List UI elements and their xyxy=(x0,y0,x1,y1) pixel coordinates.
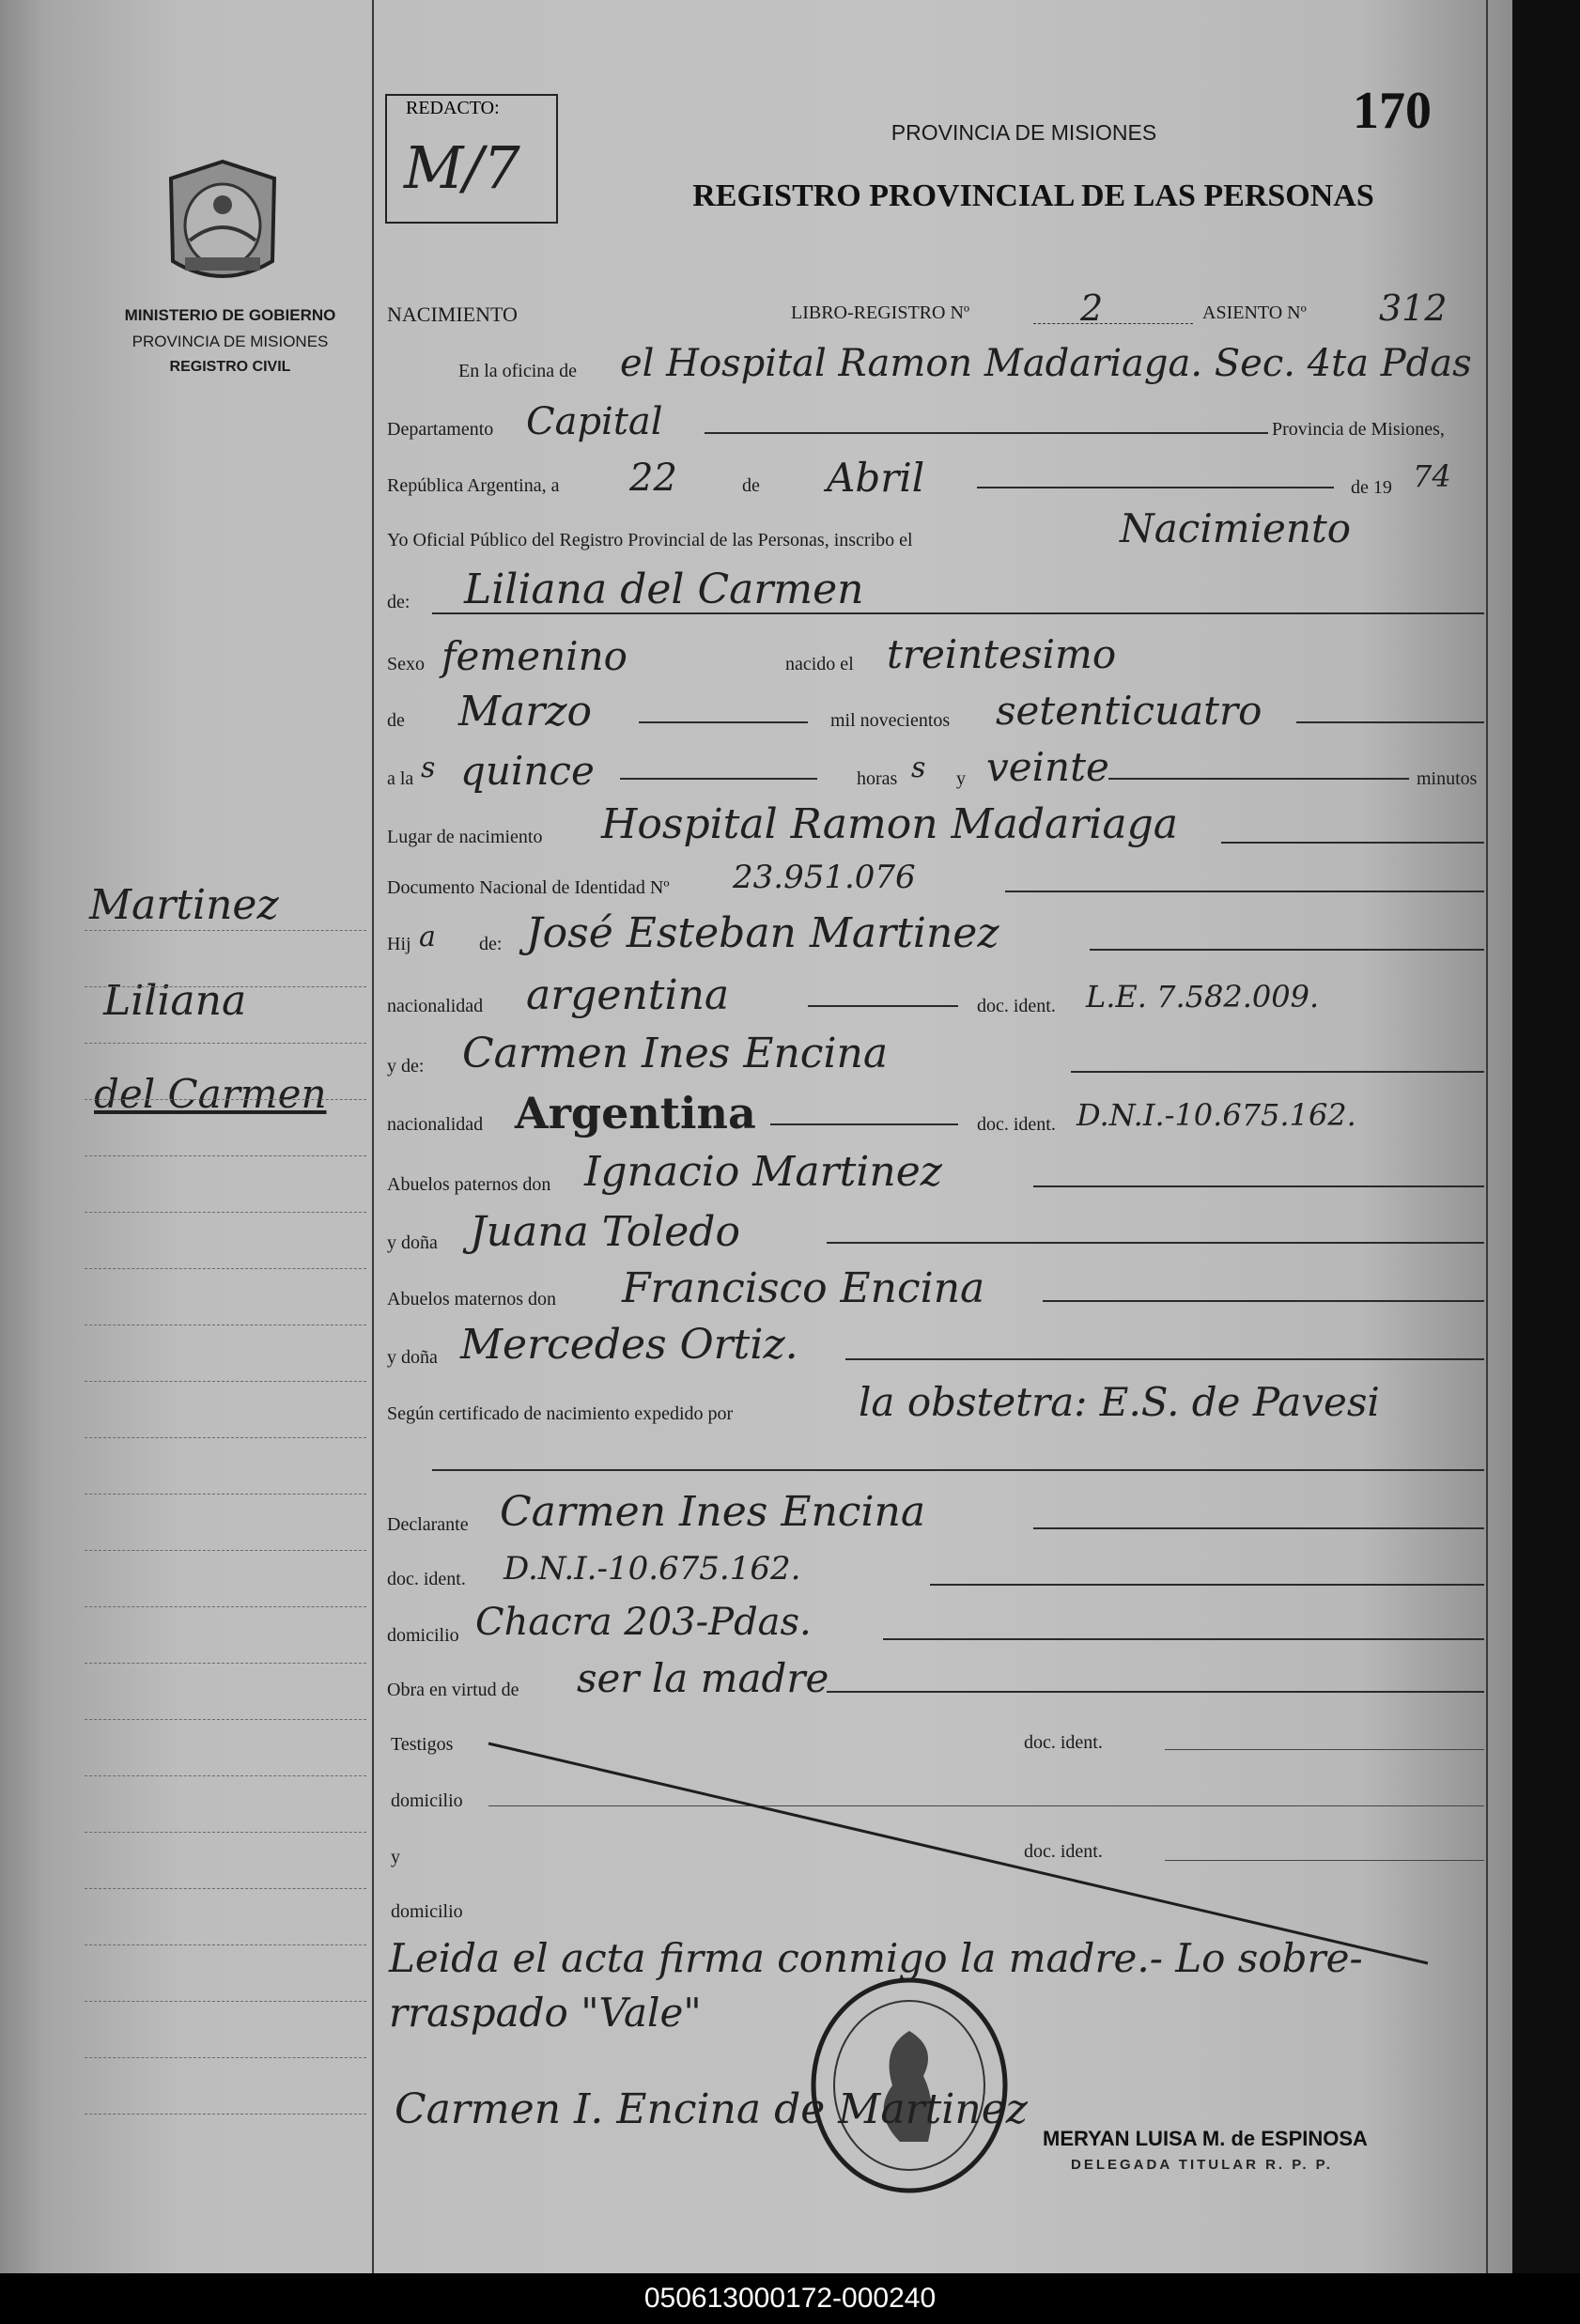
page-number: 170 xyxy=(1353,82,1432,140)
oficina-value: el Hospital Ramon Madariaga. Sec. 4ta Pdas xyxy=(620,342,1472,385)
madre-nac-value: Argentina xyxy=(515,1088,756,1139)
redacto-value: M/7 xyxy=(404,133,520,202)
nacido-label: nacido el xyxy=(785,654,854,674)
madre-doc-value: D.N.I.-10.675.162. xyxy=(1077,1097,1356,1133)
hijo-label: Hij xyxy=(387,934,411,954)
declarante-doc-value: D.N.I.-10.675.162. xyxy=(503,1550,801,1588)
libro-value: 2 xyxy=(1080,287,1104,329)
abuela-materna-value: Mercedes Ortiz. xyxy=(460,1321,798,1369)
nombre-value: Liliana del Carmen xyxy=(464,566,864,613)
horas-label: horas xyxy=(857,768,898,789)
nacimiento-label: NACIMIENTO xyxy=(387,302,518,326)
documento-label: Documento Nacional de Identidad Nº xyxy=(387,877,670,898)
nota-line2: rraspado "Vale" xyxy=(389,1990,702,2036)
padre-doc-value: L.E. 7.582.009. xyxy=(1086,979,1320,1015)
abuelos-maternos-label: Abuelos maternos don xyxy=(387,1289,556,1309)
fecha-de-label: de xyxy=(742,475,760,496)
minutos-label: minutos xyxy=(1417,768,1478,789)
nacido-anio: setenticuatro xyxy=(996,688,1262,734)
testigos-label: Testigos xyxy=(391,1734,454,1755)
abuela-paterna-label: y doña xyxy=(387,1232,438,1253)
fecha-anio: 74 xyxy=(1413,458,1451,494)
signature: Carmen I. Encina de Martinez xyxy=(395,2085,1028,2133)
serial-number: 050613000172-000240 xyxy=(0,2273,1580,2324)
padre-nac-label: nacionalidad xyxy=(387,996,484,1016)
margin-surname: Martinez xyxy=(89,881,279,929)
testigo2-domicilio-label: domicilio xyxy=(391,1901,463,1922)
certificado-value: la obstetra: E.S. de Pavesi xyxy=(859,1379,1380,1425)
lugar-value: Hospital Ramon Madariaga xyxy=(601,800,1178,848)
fecha-dia: 22 xyxy=(629,457,677,500)
abuelos-paternos-label: Abuelos paternos don xyxy=(387,1174,551,1195)
margin-first-name: Liliana xyxy=(103,977,247,1025)
sexo-label: Sexo xyxy=(387,654,425,674)
dni-value: 23.951.076 xyxy=(733,859,916,896)
hijo-de-label: de: xyxy=(479,934,503,954)
ministry-line2: PROVINCIA DE MISIONES xyxy=(132,333,329,350)
ministry-line3: REGISTRO CIVIL xyxy=(169,359,291,375)
obra-label: Obra en virtud de xyxy=(387,1680,519,1700)
madre-nac-label: nacionalidad xyxy=(387,1114,484,1135)
abuelo-materno-value: Francisco Encina xyxy=(622,1264,985,1312)
minutos-valor: veinte xyxy=(986,744,1109,790)
padre-nac-value: argentina xyxy=(526,971,730,1019)
padre-doc-label: doc. ident. xyxy=(977,996,1056,1016)
lugar-label: Lugar de nacimiento xyxy=(387,827,543,847)
abuela-paterna-value: Juana Toledo xyxy=(470,1208,740,1256)
asiento-value: 312 xyxy=(1379,287,1448,329)
domicilio-label: domicilio xyxy=(387,1625,459,1646)
republica-label: República Argentina, a xyxy=(387,475,560,496)
horas-s: s xyxy=(911,751,926,784)
departamento-value: Capital xyxy=(526,400,663,443)
de19-label: de 19 xyxy=(1351,477,1392,498)
margin-middle-name: del Carmen xyxy=(94,1071,327,1117)
official-name: MERYAN LUISA M. de ESPINOSA xyxy=(1043,2127,1368,2150)
padre-value: José Esteban Martinez xyxy=(526,909,999,957)
hijo-letra: a xyxy=(419,921,436,953)
fecha-mes: Abril xyxy=(827,455,925,501)
declarante-doc-label: doc. ident. xyxy=(387,1569,466,1589)
nacido-mes: Marzo xyxy=(458,688,592,736)
domicilio-value: Chacra 203-Pdas. xyxy=(475,1601,812,1644)
nota-line1: Leida el acta firma conmigo la madre.- Lo sobre- xyxy=(389,1935,1363,1981)
provincia-label: Provincia de Misiones, xyxy=(1272,419,1445,440)
abuela-materna-label: y doña xyxy=(387,1347,438,1368)
declarante-value: Carmen Ines Encina xyxy=(500,1488,926,1536)
ministry-line1: MINISTERIO DE GOBIERNO xyxy=(124,306,336,324)
testigo1-domicilio-label: domicilio xyxy=(391,1790,463,1811)
madre-doc-label: doc. ident. xyxy=(977,1114,1056,1135)
sexo-value: femenino xyxy=(441,633,627,679)
oficina-label: En la oficina de xyxy=(458,361,578,381)
registry-title: REGISTRO PROVINCIAL DE LAS PERSONAS xyxy=(692,178,1374,213)
testigo2-label: y xyxy=(391,1847,400,1867)
testigo2-doc-label: doc. ident. xyxy=(1024,1841,1103,1862)
nombre-de-label: de: xyxy=(387,592,410,612)
abuelo-paterno-value: Ignacio Martinez xyxy=(584,1148,942,1196)
y-label: y xyxy=(956,768,966,789)
inscripcion-value: Nacimiento xyxy=(1120,505,1352,551)
departamento-label: Departamento xyxy=(387,419,494,440)
obra-value: ser la madre xyxy=(577,1655,829,1701)
hora-suffix: s xyxy=(421,751,436,784)
oficial-label: Yo Oficial Público del Registro Provincial de las Personas, inscribo el xyxy=(387,530,913,550)
madre-de-label: y de: xyxy=(387,1056,425,1077)
province-heading: PROVINCIA DE MISIONES xyxy=(891,120,1157,145)
horas-valor: quince xyxy=(460,748,595,794)
testigo1-doc-label: doc. ident. xyxy=(1024,1732,1103,1753)
mes-de-label: de xyxy=(387,710,405,731)
libro-label: LIBRO-REGISTRO Nº xyxy=(791,302,970,323)
madre-value: Carmen Ines Encina xyxy=(462,1030,889,1077)
ala-label: a la xyxy=(387,768,414,789)
mil-label: mil novecientos xyxy=(830,710,951,731)
asiento-label: ASIENTO Nº xyxy=(1202,302,1307,323)
segun-label: Según certificado de nacimiento expedido por xyxy=(387,1403,734,1424)
declarante-label: Declarante xyxy=(387,1514,469,1535)
redacto-label: REDACTO: xyxy=(406,98,500,118)
official-title: DELEGADA TITULAR R. P. P. xyxy=(1071,2157,1333,2173)
nacido-dia: treintesimo xyxy=(887,631,1117,677)
